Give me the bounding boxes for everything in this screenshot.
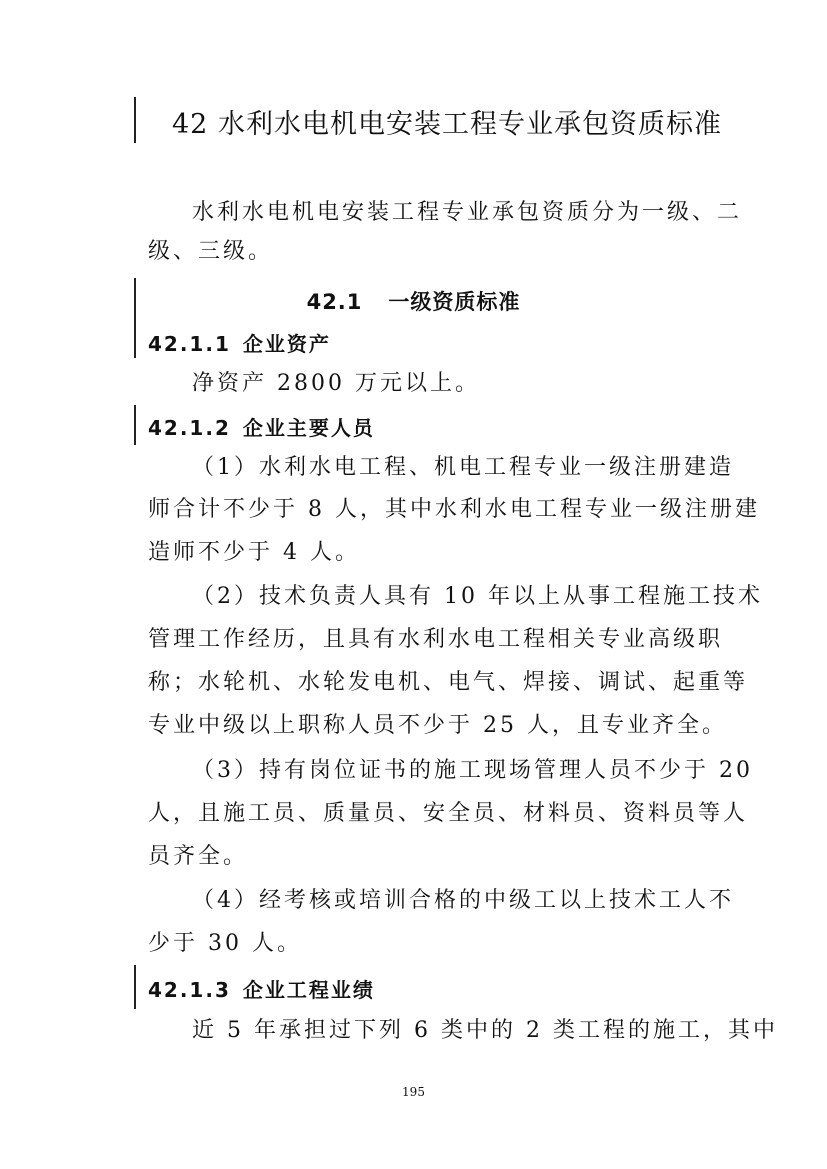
section-title: 一级资质标准 <box>388 290 521 314</box>
personnel-p2-line-4: 专业中级以上职称人员不少于 25 人，且专业齐全。 <box>148 713 727 738</box>
page-title: 42 水利水电机电安装工程专业承包资质标准 <box>172 109 722 140</box>
subsection-number: 42.1.1 <box>148 332 231 356</box>
subsection-number: 42.1.2 <box>148 416 231 440</box>
personnel-p2-line-2: 管理工作经历，且具有水利水电工程相关专业高级职 <box>148 627 724 652</box>
subsection-title: 企业工程业绩 <box>242 978 375 1002</box>
assets-line: 净资产 2800 万元以上。 <box>192 371 480 396</box>
personnel-p3-line-3: 员齐全。 <box>148 844 249 869</box>
personnel-p2-line-1: （2）技术负责人具有 10 年以上从事工程施工技术 <box>192 584 763 609</box>
performance-line: 近 5 年承担过下列 6 类中的 2 类工程的施工，其中 <box>192 1018 778 1043</box>
revision-bar <box>134 97 136 143</box>
personnel-p1-line-3: 造师不少于 4 人。 <box>148 540 360 565</box>
intro-line-2: 级、三级。 <box>148 239 274 264</box>
subsection-number: 42.1.3 <box>148 978 231 1002</box>
page-number: 195 <box>402 1085 425 1099</box>
section-number: 42.1 <box>306 290 363 314</box>
subsection-heading-assets <box>148 328 331 357</box>
revision-bar <box>134 405 136 445</box>
personnel-p3-line-1: （3）持有岗位证书的施工现场管理人员不少于 20 <box>192 758 753 783</box>
subsection-heading-performance <box>148 974 375 1003</box>
personnel-p1-line-1: （1）水利水电工程、机电工程专业一级注册建造 <box>192 455 734 480</box>
personnel-p4-line-2: 少于 30 人。 <box>148 931 302 956</box>
subsection-title: 企业资产 <box>242 332 331 356</box>
section-heading <box>0 286 827 316</box>
revision-bar <box>134 965 136 1009</box>
intro-line-1: 水利水电机电安装工程专业承包资质分为一级、二 <box>192 200 743 225</box>
personnel-p1-line-2: 师合计不少于 8 人，其中水利水电工程专业一级注册建 <box>148 497 760 522</box>
subsection-title: 企业主要人员 <box>242 416 375 440</box>
personnel-p4-line-1: （4）经考核或培训合格的中级工以上技术工人不 <box>192 888 734 913</box>
personnel-p2-line-3: 称；水轮机、水轮发电机、电气、焊接、调试、起重等 <box>148 670 749 695</box>
personnel-p3-line-2: 人，且施工员、质量员、安全员、材料员、资料员等人 <box>148 801 749 826</box>
subsection-heading-personnel <box>148 412 375 441</box>
